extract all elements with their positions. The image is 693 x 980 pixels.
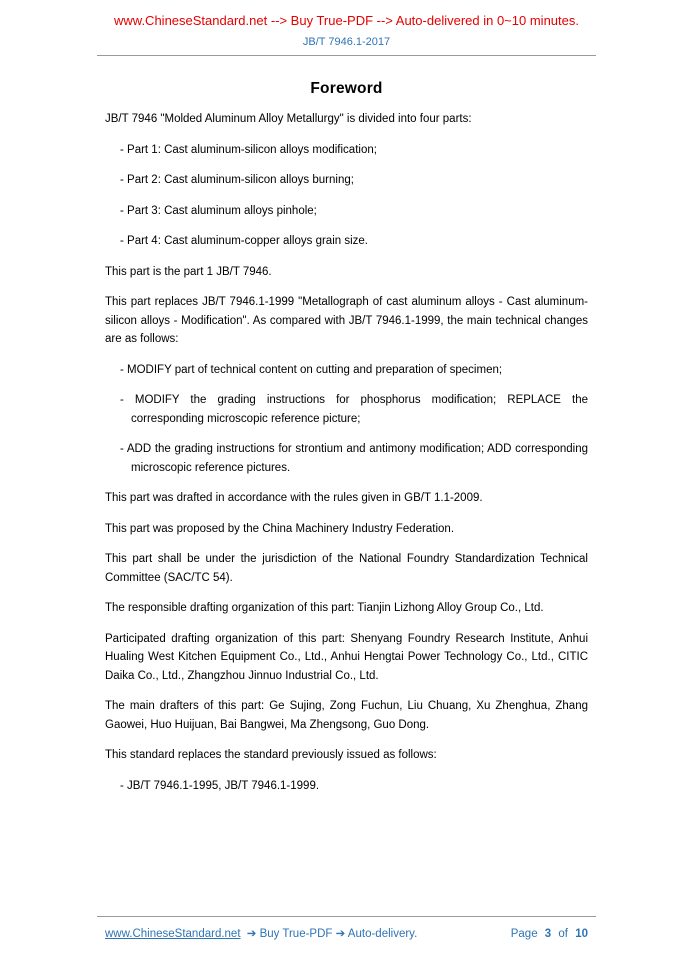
page-current: 3: [544, 928, 552, 940]
paragraph: This part is the part 1 JB/T 7946.: [105, 265, 272, 278]
page-label: Page: [510, 928, 538, 940]
footer-tagline-group: [105, 926, 417, 940]
paragraph: The main drafters of this part: Ge Sujing, Zong Fuchun, Liu Chuang, Xu Zhenghua, Zhang Gaowei, Huo Huijuan, Bai Bangwei, Ma Zhengsong, Guo Dong.: [105, 700, 588, 731]
paragraph: This part shall be under the jurisdiction of the National Foundry Standardization Technical Committee (SAC/TC 54).: [105, 553, 588, 584]
footer-site-link[interactable]: www.ChineseStandard.net: [105, 928, 241, 940]
list-item: - Part 4: Cast aluminum-copper alloys grain size.: [120, 235, 368, 247]
footer-divider: [97, 916, 596, 917]
promo-banner: www.ChineseStandard.net --> Buy True-PDF --> Auto-delivered in 0~10 minutes.: [114, 13, 579, 28]
paragraph: Participated drafting organization of this part: Shenyang Foundry Research Institute, Anhui Hualing West Kitchen Equipment Co., Ltd., Anhui Hengtai Power Technology Co., Ltd., CITIC Daika Co., Ltd., Zhangzhou Jinnuo Industrial Co., Ltd.: [105, 632, 588, 682]
paragraph: JB/T 7946 "Molded Aluminum Alloy Metallurgy" is divided into four parts:: [105, 113, 472, 125]
of-label: of: [558, 928, 568, 940]
paragraph: The responsible drafting organization of this part: Tianjin Lizhong Alloy Group Co., Ltd.: [105, 602, 544, 614]
page-footer: [0, 909, 693, 940]
page-total: 10: [575, 928, 588, 940]
list-item: - Part 1: Cast aluminum-silicon alloys modification;: [120, 143, 377, 156]
list-item: - JB/T 7946.1-1995, JB/T 7946.1-1999.: [120, 779, 320, 792]
list-item: - MODIFY part of technical content on cutting and preparation of specimen;: [120, 363, 503, 376]
footer-tagline: ➔ Buy True-PDF ➔ Auto-delivery.: [246, 928, 418, 940]
list-item: - MODIFY the grading instructions for phosphorus modification; REPLACE the corresponding microscopic reference picture;: [120, 394, 588, 425]
paragraph: This part was proposed by the China Machinery Industry Federation.: [105, 522, 455, 535]
document-body: [105, 110, 588, 795]
list-item: - Part 2: Cast aluminum-silicon alloys burning;: [120, 174, 354, 186]
header-divider: [97, 55, 596, 56]
page-header: [0, 0, 693, 56]
paragraph: This part was drafted in accordance with the rules given in GB/T 1.1-2009.: [105, 492, 483, 504]
standard-number: JB/T 7946.1-2017: [302, 36, 391, 48]
paragraph: This standard replaces the standard previously issued as follows:: [105, 749, 437, 761]
page-indicator: [507, 928, 588, 940]
list-item: - Part 3: Cast aluminum alloys pinhole;: [120, 204, 317, 217]
paragraph: This part replaces JB/T 7946.1-1999 "Metallograph of cast aluminum alloys - Cast aluminum-silicon alloys - Modification". As compared with JB/T 7946.1-1999, the main technical changes are as follows:: [105, 296, 588, 345]
list-item: - ADD the grading instructions for strontium and antimony modification; ADD corresponding microscopic reference pictures.: [120, 443, 588, 474]
page-title: Foreword: [310, 80, 383, 97]
